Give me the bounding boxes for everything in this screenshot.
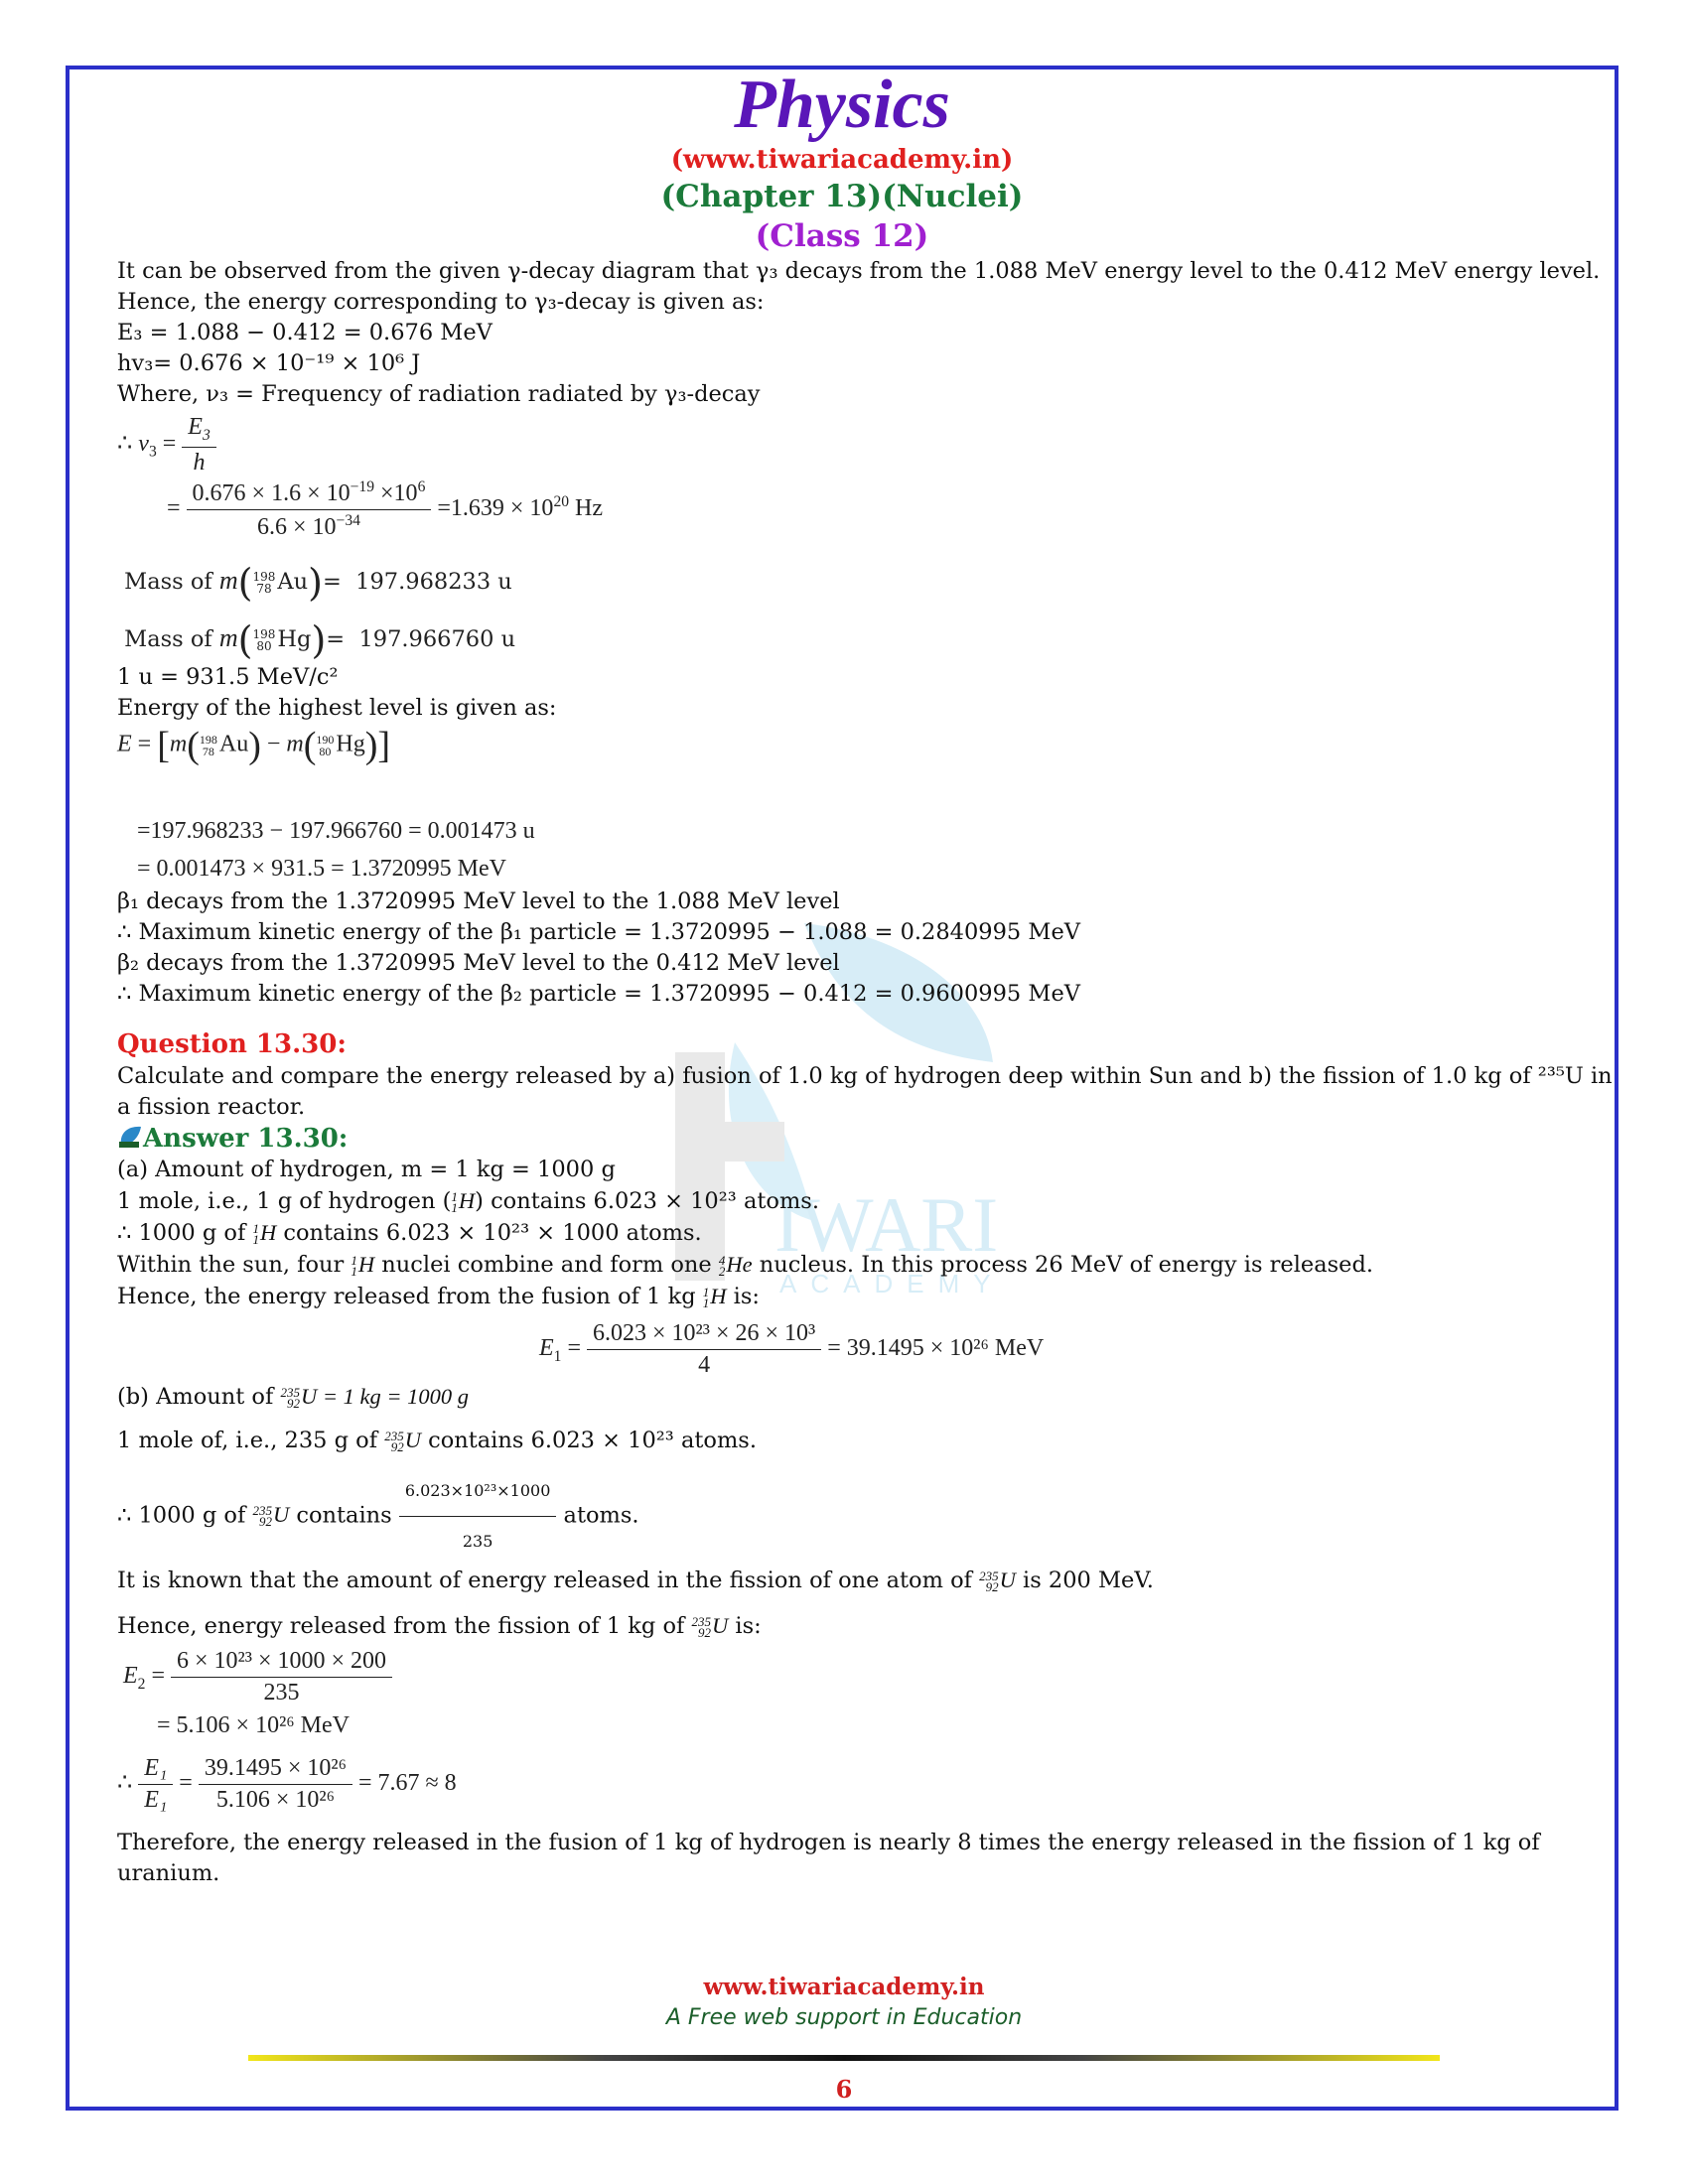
leaf-icon xyxy=(117,1124,143,1150)
question-text: Calculate and compare the energy released by a) fusion of 1.0 kg of hydrogen deep within Sun and b) the fission of 1.0 kg of ²³⁵U in xyxy=(117,1062,1613,1089)
page-content xyxy=(117,66,1613,1889)
text-line: ∴ Maximum kinetic energy of the β₁ particle = 1.3720995 − 1.088 = 0.2840995 MeV xyxy=(117,918,1081,945)
watermark-text: IWARI xyxy=(774,1181,999,1268)
mass-au-line: Mass of m( 198 78 Au)= 197.968233 u xyxy=(124,560,512,605)
equation-highest-level: E = [m( 198 78 Au) − m( 190 80 Hg)] xyxy=(117,724,391,766)
watermark-subtext: ACADEMY xyxy=(779,1269,1005,1298)
conclusion-line: uranium. xyxy=(117,1859,220,1886)
answer-title: Answer 13.30: xyxy=(143,1123,349,1154)
text-line: It can be observed from the given γ-decay diagram that γ₃ decays from the 1.088 MeV energy level to the 0.412 MeV energy level. xyxy=(117,258,1601,284)
text-line: 1 u = 931.5 MeV/c² xyxy=(117,663,339,690)
equation-nu3: ∴ $\nu_3$ = $\frac{E_3}{h}$ xyxy=(117,414,1567,477)
equation-e1: $E_1$ = $\frac{\text{6.023 × 10²³ × 26 × 10³}}{4}$ = 39.1495 × 10²⁶ MeV xyxy=(539,1319,1045,1378)
header-url: (www.tiwariacademy.in) xyxy=(670,145,1014,175)
equation-energy-mev: = 0.001473 × 931.5 = 1.3720995 MeV xyxy=(137,855,506,882)
answer-line: It is known that the amount of energy released in the fission of one atom of 235 92 U is 200 MeV. xyxy=(117,1567,1154,1594)
footer-divider xyxy=(248,2055,1440,2061)
footer-tagline: A Free web support in Education xyxy=(665,2005,1023,2030)
answer-line: 1 mole, i.e., 1 g of hydrogen ( 1 1 H) contains 6.023 × 10²³ atoms. xyxy=(117,1187,819,1215)
equation-e2: $E_2$ = $\frac{\text{6 × 10²³ × 1000 × 200}}{235}$ xyxy=(123,1648,1567,1706)
answer-line: Within the sun, four 1 1 H nuclei combine and form one 4 2 He nucleus. In this process 26 MeV of energy is released. xyxy=(117,1251,1374,1279)
text-line: Energy of the highest level is given as: xyxy=(117,694,557,721)
header-chapter: (Chapter 13)(Nuclei) xyxy=(660,179,1024,214)
equation-nu3-value: = $\frac{0.676 \times 1.6 \times 10^{-19} \times 10^6}{6.6 \times 10^{-34}}$ $=1.639 \times 10^{20}$ Hz xyxy=(167,478,604,540)
answer-line: 1 mole of, i.e., 235 g of 235 92 U contains 6.023 × 10²³ atoms. xyxy=(117,1427,757,1454)
answer-line: (b) Amount of 235 92 U = 1 kg = 1000 g xyxy=(117,1383,470,1411)
mass-hg-line: Mass of m( 198 80 Hg)= 197.966760 u xyxy=(124,617,516,662)
conclusion-line: Therefore, the energy released in the fusion of 1 kg of hydrogen is nearly 8 times the energy released in the fission of 1 kg of xyxy=(117,1829,1540,1855)
header-class: (Class 12) xyxy=(755,218,929,254)
equation-mass-diff: =197.968233 − 197.966760 = 0.001473 u xyxy=(137,817,535,844)
answer-line: ∴ 1000 g of 235 92 U contains $\frac{\text{6.023×10²³×1000}}{235}$ atoms. xyxy=(117,1468,1567,1565)
answer-line: Hence, energy released from the fission of 1 kg of 235 92 U is: xyxy=(117,1612,762,1640)
answer-line: (a) Amount of hydrogen, m = 1 kg = 1000 g xyxy=(117,1156,616,1182)
equation-ratio: ∴ $\frac{\text{E₁}}{\text{E₁}}$ = $\frac{\text{39.1495 × 10²⁶}}{\text{5.106 × 10²⁶}}$ = 7.67 ≈ 8 xyxy=(117,1754,457,1813)
question-title: Question 13.30: xyxy=(117,1028,347,1059)
question-text: a fission reactor. xyxy=(117,1093,306,1120)
text-line: β₁ decays from the 1.3720995 MeV level to the 1.088 MeV level xyxy=(117,887,840,914)
page-number: 6 xyxy=(835,2075,853,2104)
text-line: Hence, the energy corresponding to γ₃-decay is given as: xyxy=(117,289,765,315)
equation-e2-result: = 5.106 × 10²⁶ MeV xyxy=(157,1711,350,1738)
answer-title-row xyxy=(117,1123,1567,1155)
answer-line: Hence, the energy released from the fusion of 1 kg 1 1 H is: xyxy=(117,1283,760,1310)
footer-url[interactable]: www.tiwariacademy.in xyxy=(703,1974,985,2000)
text-line: β₂ decays from the 1.3720995 MeV level to the 0.412 MeV level xyxy=(117,949,840,976)
page-title: Physics xyxy=(734,67,950,143)
answer-line: ∴ 1000 g of 1 1 H contains 6.023 × 10²³ × 1000 atoms. xyxy=(117,1219,702,1247)
text-line: E₃ = 1.088 − 0.412 = 0.676 MeV xyxy=(117,320,492,345)
text-line: hv₃= 0.676 × 10⁻¹⁹ × 10⁶ J xyxy=(117,350,421,376)
text-line: Where, ν₃ = Frequency of radiation radiated by γ₃-decay xyxy=(117,381,761,407)
text-line: ∴ Maximum kinetic energy of the β₂ particle = 1.3720995 − 0.412 = 0.9600995 MeV xyxy=(117,980,1081,1007)
